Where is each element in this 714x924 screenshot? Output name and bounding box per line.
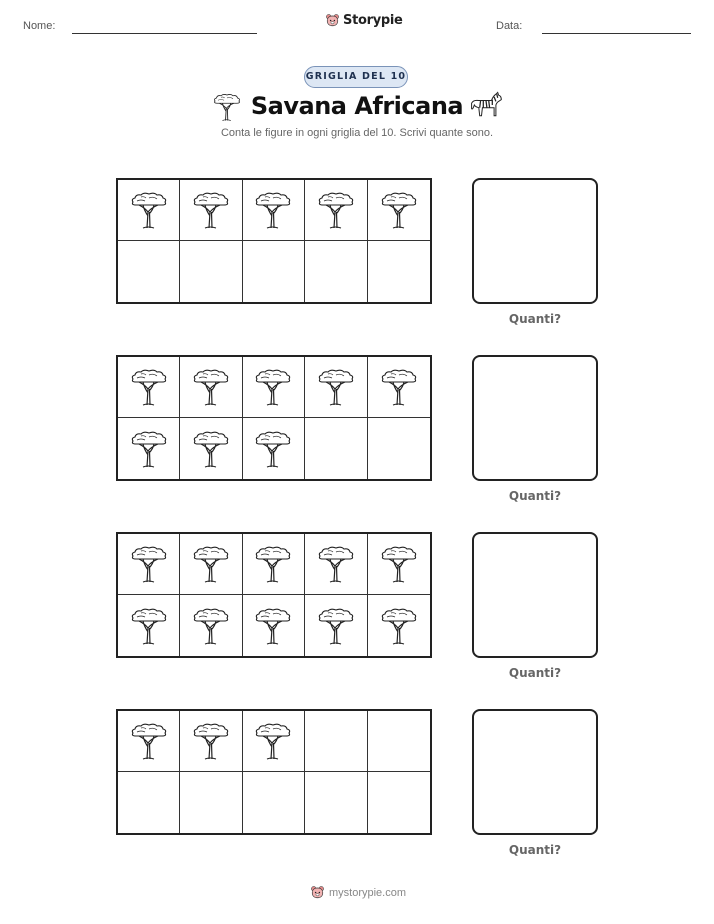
ten-frame-cell <box>180 180 242 241</box>
ten-frame-cell <box>180 711 242 772</box>
brand-logo <box>325 13 403 28</box>
ten-frame-cell <box>305 241 367 302</box>
acacia-tree-icon <box>377 367 421 407</box>
ten-frame-cell <box>243 180 305 241</box>
acacia-tree-icon <box>377 544 421 584</box>
ten-frame-cell <box>243 241 305 302</box>
zebra-icon <box>468 90 504 120</box>
ten-frame-cell <box>243 772 305 833</box>
ten-frame-cell <box>368 418 430 479</box>
page-title: Savana Africana <box>250 92 464 120</box>
ten-frame-cell <box>118 180 180 241</box>
ten-frame-cell <box>243 534 305 595</box>
ten-frame-cell <box>180 534 242 595</box>
acacia-tree-icon <box>127 721 171 761</box>
ten-frame <box>116 355 432 481</box>
bear-logo-icon <box>310 885 325 900</box>
acacia-tree-icon <box>377 190 421 230</box>
ten-frame-cell <box>118 418 180 479</box>
ten-frame-cell <box>368 241 430 302</box>
acacia-tree-icon <box>189 190 233 230</box>
ten-frame-cell <box>305 772 367 833</box>
answer-label: Quanti? <box>508 489 562 503</box>
ten-frame-cell <box>118 772 180 833</box>
acacia-tree-icon <box>314 190 358 230</box>
ten-frame-cell <box>118 241 180 302</box>
ten-frame-cell <box>305 357 367 418</box>
bear-logo-icon <box>325 13 340 28</box>
ten-frame-cell <box>305 534 367 595</box>
worksheet-type-badge: GRIGLIA DEL 10 <box>304 66 408 88</box>
ten-frame-cell <box>368 772 430 833</box>
ten-frame-cell <box>368 534 430 595</box>
acacia-tree-icon <box>127 544 171 584</box>
acacia-tree-icon <box>127 429 171 469</box>
date-line[interactable] <box>542 33 691 34</box>
ten-frame-cell <box>243 711 305 772</box>
answer-label: Quanti? <box>508 666 562 680</box>
ten-frame-cell <box>305 595 367 656</box>
answer-box[interactable] <box>472 709 598 835</box>
ten-frame-cell <box>243 595 305 656</box>
ten-frame-cell <box>118 357 180 418</box>
ten-frame-cell <box>305 711 367 772</box>
acacia-tree-icon <box>251 367 295 407</box>
ten-frame-cell <box>368 711 430 772</box>
ten-frame-cell <box>180 418 242 479</box>
footer-url: mystorypie.com <box>329 886 407 899</box>
ten-frame-cell <box>180 595 242 656</box>
name-label: Nome: <box>23 20 56 32</box>
ten-frame-cell <box>368 357 430 418</box>
acacia-tree-icon <box>251 544 295 584</box>
footer <box>310 885 406 900</box>
ten-frame-cell <box>368 180 430 241</box>
ten-frame-cell <box>180 357 242 418</box>
acacia-tree-icon <box>251 190 295 230</box>
ten-frame-cell <box>180 241 242 302</box>
ten-frame-cell <box>305 180 367 241</box>
acacia-tree-icon <box>189 606 233 646</box>
answer-label: Quanti? <box>508 312 562 326</box>
ten-frame-cell <box>243 418 305 479</box>
ten-frame-cell <box>118 711 180 772</box>
answer-box[interactable] <box>472 532 598 658</box>
acacia-tree-icon <box>314 367 358 407</box>
ten-frame-cell <box>118 595 180 656</box>
answer-box[interactable] <box>472 355 598 481</box>
acacia-tree-icon <box>189 544 233 584</box>
answer-label: Quanti? <box>508 843 562 857</box>
instructions: Conta le figure in ogni griglia del 10. Scrivi quante sono. <box>220 127 494 139</box>
ten-frame-cell <box>118 534 180 595</box>
ten-frame-cell <box>368 595 430 656</box>
acacia-tree-icon <box>314 606 358 646</box>
acacia-tree-icon <box>377 606 421 646</box>
acacia-tree-icon <box>127 190 171 230</box>
ten-frame <box>116 709 432 835</box>
date-label: Data: <box>496 20 523 32</box>
acacia-tree-icon <box>127 367 171 407</box>
brand-name: Storypie <box>343 13 403 28</box>
acacia-tree-icon <box>189 367 233 407</box>
acacia-tree-icon <box>127 606 171 646</box>
ten-frame <box>116 532 432 658</box>
ten-frame-cell <box>305 418 367 479</box>
acacia-tree-icon <box>251 721 295 761</box>
ten-frame <box>116 178 432 304</box>
ten-frame-cell <box>180 772 242 833</box>
ten-frame-cell <box>243 357 305 418</box>
acacia-tree-icon <box>251 606 295 646</box>
acacia-tree-icon <box>251 429 295 469</box>
acacia-tree-icon <box>314 544 358 584</box>
answer-box[interactable] <box>472 178 598 304</box>
name-line[interactable] <box>72 33 257 34</box>
acacia-tree-icon <box>189 721 233 761</box>
acacia-tree-icon <box>189 429 233 469</box>
